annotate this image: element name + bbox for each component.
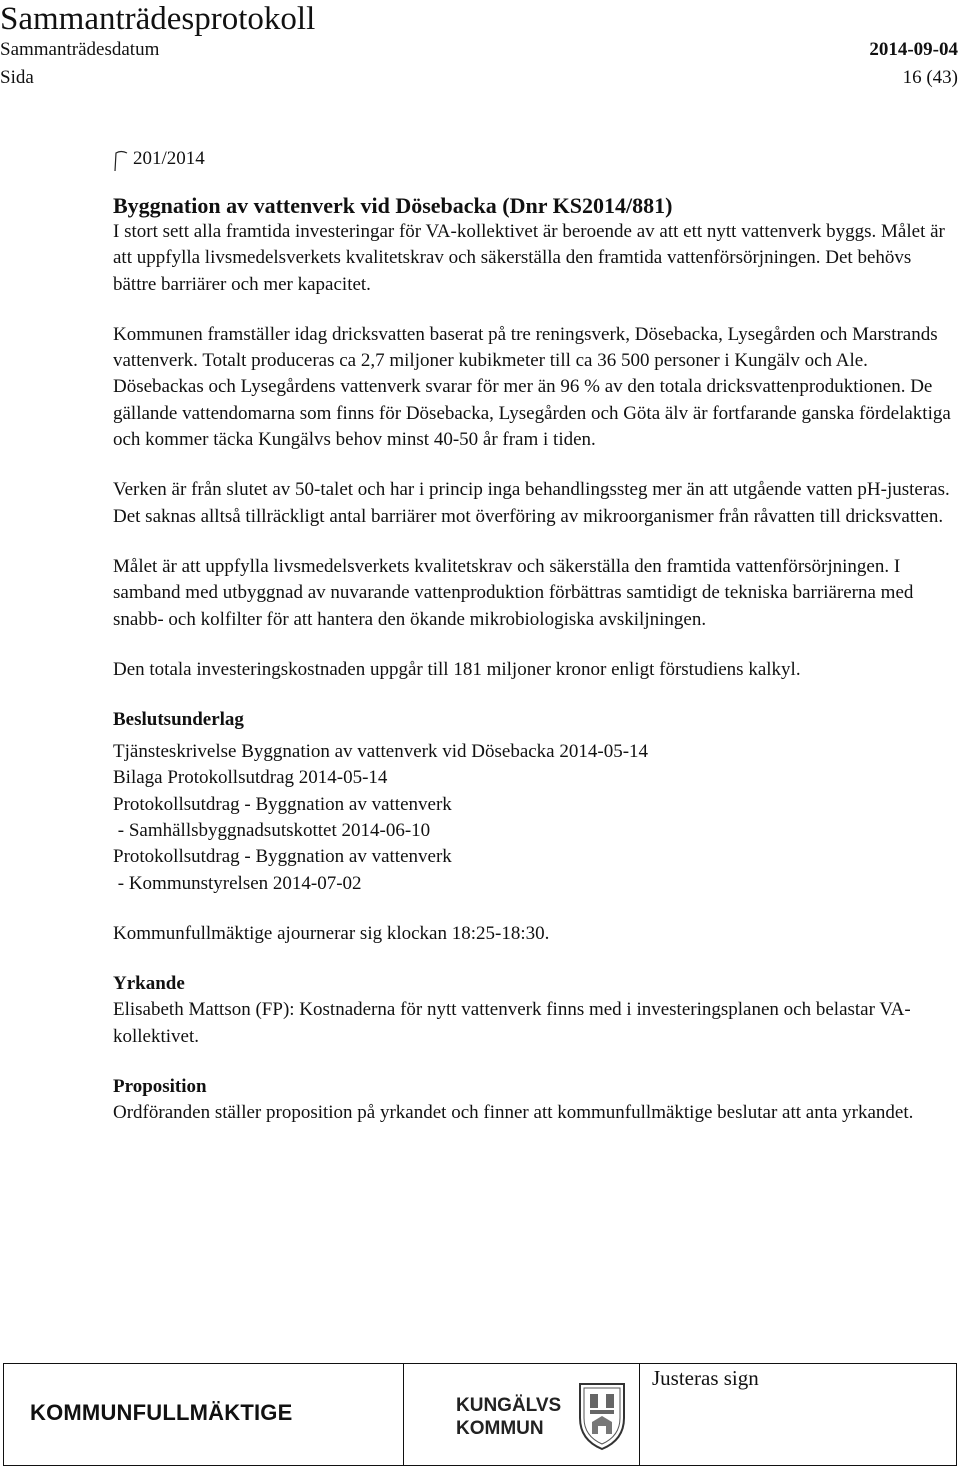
beslutsunderlag-heading: Beslutsunderlag [113, 709, 244, 731]
footer-logo-box [404, 1363, 640, 1466]
municipality-logo-text [456, 1394, 561, 1440]
adjournment-note: Kommunfullmäktige ajournerar sig klockan 18:25-18:30. [113, 922, 550, 944]
beslutsunderlag-list [113, 739, 953, 897]
yrkande-text: Elisabeth Mattson (FP): Kostnaderna för nytt vattenverk finns med i investeringsplanen och belastar VA-kollektivet. [113, 999, 911, 1047]
case-number-line [113, 142, 953, 172]
meeting-date-label: Sammanträdesdatum [0, 39, 160, 60]
protocol-body [113, 142, 953, 1126]
logo-line-1: KUNGÄLVS [456, 1395, 562, 1416]
sign-label: Justeras sign [652, 1366, 759, 1390]
meeting-date-value: 2014-09-04 [869, 39, 958, 60]
list-item: Bilaga Protokollsutdrag 2014-05-14 [113, 767, 388, 789]
yrkande-heading: Yrkande [113, 973, 185, 995]
proposition-text: Ordföranden ställer proposition på yrkandet och finner att kommunfullmäktige beslutar att anta yrkandet. [113, 1101, 914, 1123]
list-item: Protokollsutdrag - Byggnation av vattenverk [113, 793, 452, 815]
list-item: - Kommunstyrelsen 2014-07-02 [113, 872, 362, 894]
paragraph-cost: Den totala investeringskostnaden uppgår till 181 miljoner kronor enligt förstudiens kalkyl. [113, 658, 801, 680]
footer-sign-box [640, 1363, 957, 1466]
paragraph-mark-icon [113, 150, 129, 172]
paragraph-age: Verken är från slutet av 50-talet och har i princip inga behandlingssteg mer än att utgående vatten pH-justeras. Det saknas alltså tillräckligt antal barriärer mot överföring av mikroorganismer från råvatten till dricksvatten. [113, 479, 950, 527]
page-label: Sida [0, 67, 34, 88]
footer-body-name: KOMMUNFULLMÄKTIGE [30, 1400, 293, 1425]
case-number: 201/2014 [133, 148, 205, 169]
footer-body-box [3, 1363, 404, 1466]
list-item: Protokollsutdrag - Byggnation av vattenverk [113, 846, 452, 868]
coat-of-arms-icon [576, 1378, 628, 1452]
proposition-heading: Proposition [113, 1075, 207, 1097]
case-title: Byggnation av vattenverk vid Dösebacka (Dnr KS2014/881) [113, 193, 673, 218]
paragraph-intro: I stort sett alla framtida investeringar för VA-kollektivet är beroende av att ett nytt vattenverk byggs. Målet är att uppfylla livsmedelsverkets kvalitetskrav och säkerställa den framtida vattenförsörjningen. Det behövs bättre barriärer och mer kapacitet. [113, 221, 945, 295]
page-number: 16 (43) [902, 67, 958, 88]
paragraph-goal: Målet är att uppfylla livsmedelsverkets kvalitetskrav och säkerställa den framtida vattenförsörjningen. I samband med utbyggnad av nuvarande vattenproduktion förbättras samtidigt de tekniska barriärerna med snabb- och kolfilter för att hantera den ökande mikrobiologiska avskiljningen. [113, 555, 914, 630]
list-item: - Samhällsbyggnadsutskottet 2014-06-10 [113, 820, 431, 842]
page-footer [0, 1363, 960, 1468]
document-title: Sammanträdesprotokoll [0, 1, 316, 37]
list-item: Tjänsteskrivelse Byggnation av vattenverk vid Dösebacka 2014-05-14 [113, 741, 649, 763]
logo-line-2: KOMMUN [456, 1418, 544, 1439]
paragraph-production: Kommunen framställer idag dricksvatten baserat på tre reningsverk, Dösebacka, Lysegården och Marstrands vattenverk. Totalt produceras ca 2,7 miljoner kubikmeter till ca 36 500 personer i Kungälv och Ale. Dösebackas och Lysegårdens vattenverk svarar för mer än 96 % av den totala dricksvattenproduktionen. De gällande vattendomarna som finns för Dösebacka, Lysegården och Göta älv är fortfarande ganska fördelaktiga och kommer täcka Kungälvs behov minst 40-50 år fram i tiden. [113, 323, 951, 451]
